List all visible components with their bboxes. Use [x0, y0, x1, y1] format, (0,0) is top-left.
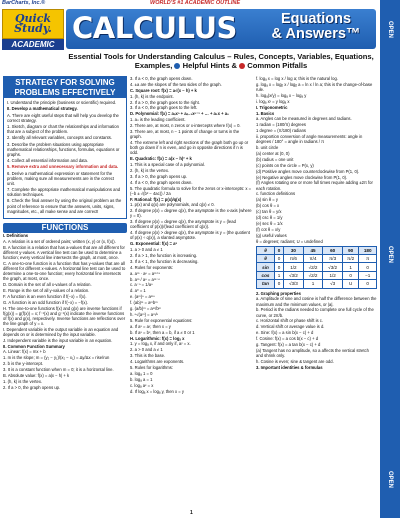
col3-item: 1 radian = (180/π) degrees — [256, 122, 307, 128]
col2-item: D. Polynomial: f(x) = aₙxⁿ + aₙ₋₁xⁿ⁻¹ + … + a₁x + a₀ — [130, 111, 229, 117]
strategy-item: II. Develop a mathematical strategy. — [7, 106, 78, 112]
tagline-line-1: Essential Tools for Understanding Calculus – Rules, Concepts, Variables, Equations, — [68, 52, 374, 61]
functions-item: A. A relation is a set of ordered pairs; written (x, y) or (x, f(x)). — [3, 238, 116, 244]
col3-item: (a) center at (0, 0) — [256, 150, 290, 156]
slogan: WORLD'S #1 ACADEMIC OUTLINE — [150, 0, 241, 6]
col2-item: G. Exponential: f(x) = aˣ — [130, 241, 178, 247]
subtitle-line-2: & Answers™ — [271, 26, 361, 42]
trig-table-cell: 90 — [342, 246, 358, 254]
publisher-name: BarCharts, Inc.® — [2, 0, 46, 6]
trig-table-cell: 0 — [342, 271, 358, 279]
functions-item: D. Domain is the set of all x-values of a relation. — [3, 281, 92, 287]
trig-table-cell: 1/2 — [323, 271, 343, 279]
page-subtitle — [262, 12, 370, 42]
col2-item: 4. If a < 0, the graph opens down. — [130, 179, 193, 185]
pitfall-icon — [239, 63, 245, 69]
col2-item: 1. aₙ is the leading coefficient. — [130, 117, 186, 123]
functions-item: 2. b is the y-intercept. — [3, 361, 44, 367]
col3-item: (b) cos θ = x — [256, 203, 280, 209]
functions-item: II. Common Function Summary — [3, 343, 65, 349]
col3-item: (g) useful values — [256, 232, 287, 238]
trig-table-cell: 1/2 — [284, 263, 304, 271]
col3-item: (a) sin θ = y — [256, 197, 278, 203]
strategy-box — [3, 76, 127, 219]
functions-item: J. Independent variable is the input variable in an equation. — [3, 337, 113, 343]
col2-item: C. Square root: f(x) = a√(x − h) + k — [130, 87, 197, 93]
col3-item: a. Amplitude of sine and cosine is half the difference between the maximum and the minimum values, or |a|. — [256, 296, 377, 307]
functions-item: 2. If a > 0, the graph opens up. — [3, 384, 61, 390]
col2-item: 1. This is a special case of a polynomial. — [130, 161, 205, 167]
functions-item: F. A function is an even function if f(−x) = f(x). — [3, 293, 87, 299]
col2-item: 4. The extreme left and right sections of the graph both go up or both go down if n is even, and go in opposite directions if n is odd. — [130, 140, 249, 156]
trig-table-cell: π/6 — [284, 255, 304, 263]
col3-item: 1. Basics — [256, 110, 275, 116]
col2-item: 3. There are, at most, n − 1 points of change or turns in the graph. — [130, 129, 240, 140]
col2-item: a. If aˣ = aʸ, then x = y — [130, 323, 171, 329]
trig-table-cell: 0 — [274, 255, 283, 263]
col2-item: 1. y = logₐ x, if and only if, aʸ = x. — [130, 341, 191, 347]
functions-item: I. Definitions — [3, 232, 29, 238]
col2-item: 4. ±a are the slopes of the two sides of the graph. — [130, 81, 222, 87]
trig-table-cell: sin — [257, 263, 275, 271]
col3-item: a. Angles can be measured in degrees and radians. — [256, 116, 352, 122]
page-number: 1 — [190, 510, 193, 516]
trig-table-row — [257, 246, 377, 254]
col3-item: g. Tangent: f(x) = a tan b(x − c) + d — [256, 342, 321, 348]
col3-item: f. logₐ x = log x / log a; this is the natural log. — [256, 76, 338, 81]
quickstudy-logo — [2, 9, 64, 50]
col2-item: e. (aᵐ)ⁿ = aᵐⁿ — [130, 294, 155, 300]
col2-item: c. logₐ aˣ = x — [130, 382, 154, 388]
trig-table-cell: π/2 — [342, 255, 358, 263]
col2-item: 5. Rule for exponential equations: — [130, 317, 193, 323]
column-3 — [256, 76, 377, 371]
strategy-item: A. There are eight useful steps that will help you develop the correct strategy. — [7, 112, 119, 123]
trig-table-cell: 1 — [274, 271, 283, 279]
subtitle-line-1: Equations — [280, 11, 352, 27]
trig-table-cell: 0 — [359, 263, 377, 271]
col3-item: (c) points on the circle = P(x, y) — [256, 162, 314, 168]
strategy-item: 2. Identify all relevant variables, concepts and constants. — [7, 135, 112, 141]
trig-table-cell: √3 — [323, 280, 343, 288]
strategy-item: 6. Derive a mathematical expression or statement for the problem, making sure all measurements are in the correct unit. — [7, 170, 115, 186]
trig-table-cell: π — [359, 255, 377, 263]
col2-item: H. Logarithmic: f(x) = logₐ x — [130, 335, 185, 341]
strategy-item: 7. Complete the appropriate mathematical manipulations and solution techniques. — [7, 187, 121, 198]
trig-table-cell: tan — [257, 280, 275, 288]
col2-item: 4. Rules for exponents: — [130, 264, 174, 270]
open-label-2: OPEN — [387, 246, 393, 264]
functions-item: 1. m is the slope; m = (y₂ − y₁)/(x₂ − x₁) = Δy/Δx = rise/run — [3, 355, 110, 361]
functions-heading: FUNCTIONS — [3, 223, 127, 233]
top-line — [0, 0, 378, 8]
col2-item: a. aᵐ · aⁿ = aᵐ⁺ⁿ — [130, 270, 161, 276]
col2-item: 3. If a < 0, the graph opens down. — [130, 76, 193, 81]
col3-item: c. Horizontal shift or phase shift is c. — [256, 318, 324, 324]
col3-item: I. Trigonometric — [256, 104, 288, 110]
trig-table-cell: √3/2 — [323, 263, 343, 271]
trig-table-cell: √3/3 — [284, 280, 304, 288]
tagline — [66, 52, 376, 70]
col3-item: e. Sine: f(x) = a sin b(x − c) + d — [256, 330, 314, 336]
functions-item: 1. (h, k) is the vertex. — [3, 378, 43, 384]
trig-table-cell: θ — [257, 255, 275, 263]
strategy-item: 5. Remove extra and unnecessary information and data. — [7, 164, 119, 170]
col3-item: (e) Negative angles move clockwise from P(1, 0). — [256, 174, 348, 180]
trig-table-cell: 60 — [323, 246, 343, 254]
trig-table-cell: 0 — [274, 246, 283, 254]
col2-item: 2. (h, k) is the vertex. — [130, 167, 170, 173]
col2-item: 2. If a > 1, the function is increasing. — [130, 253, 198, 259]
trig-table-row — [257, 255, 377, 263]
trig-table-cell: 0 — [274, 263, 283, 271]
trig-table-cell: √2/2 — [303, 271, 323, 279]
col2-item: g. (a/b)ᵐ = aᵐ/bᵐ — [130, 306, 162, 312]
logo-line-1: Quick — [14, 12, 52, 25]
trig-table-cell: θ — [257, 246, 275, 254]
trig-table-cell: √3/2 — [284, 271, 304, 279]
col2-item: 1. p(x) and q(x) are polynomials, and q(x) ≠ 0. — [130, 202, 215, 208]
functions-item: B. Absolute value: f(x) = a|x − h| + k — [3, 373, 70, 379]
logo-box — [2, 9, 64, 39]
col2-item: b. logₐ a = 1 — [130, 376, 153, 382]
strategy-item: 8. Check the final answer by using the original problem as the point of reference to ensure that the answers, units, signs, magnitudes, etc., all make sense and are correct! — [7, 198, 122, 214]
col2-item: 5. Rules for logarithms: — [130, 364, 174, 370]
trig-table-row — [257, 271, 377, 279]
trig-table-cell: √2/2 — [303, 263, 323, 271]
col2-item: 3. If degree p(x) = degree q(x), the asymptote is y = (lead coefficient of p(x))/(lead coefficient of q(x)). — [130, 219, 236, 230]
tagline-pitfall: Common Pitfalls — [247, 61, 308, 70]
col2-item: 3. If a > 0, the graph opens up. — [130, 173, 188, 179]
col2-item: b. aᵐ / aⁿ = aᵐ⁻ⁿ — [130, 276, 160, 282]
col2-item: h. ⁿ√(aᵐ) = aᵐ/ⁿ — [130, 311, 159, 317]
open-label-1: OPEN — [387, 21, 393, 39]
col2-item: d. a⁰ = 1 — [130, 288, 146, 294]
col2-item: 2. There are, at most, n zeros or x-intercepts where f(x) = 0. — [130, 123, 241, 129]
functions-item: E. Range is the set of all y-values of a relation. — [3, 287, 90, 293]
col3-item: b. Period is the radians needed to complete one full cycle of the curve, or 2π/b. — [256, 307, 374, 318]
functions-item: H. The one-to-one functions f(x) and g(x) are inverse functions if f(g(x)) = g(f(x)) = x; f⁻¹(x) and g⁻¹(x) indicate the inverse functions of f(x) and g(x), respectively. Inverse functions are reflections over the line graph of y = x. — [3, 305, 126, 326]
strategy-item: 1. Sketch, diagram or chart the relationships and information that are a subject of the problem. — [7, 123, 119, 135]
col2-item: 2. If a > 0, the graph goes to the right. — [130, 99, 200, 105]
col2-item: 3. If a < 1, the function is decreasing. — [130, 258, 199, 264]
col2-item: 5. The quadratic formula to solve for the zeros or x-intercepts: x = (−b ± √(b² − 4ac)) / 2a — [130, 185, 252, 196]
col2-item: F. Rational: f(x) = p(x)/q(x) — [130, 196, 182, 202]
logo-sub: ACADEMIC — [2, 39, 64, 50]
col2-item: a. logₐ 1 = 0 — [130, 370, 153, 376]
col3-item: (b) radius = one unit — [256, 156, 294, 162]
tagline-line-2 — [66, 61, 376, 70]
trig-table-cell: 0 — [274, 280, 283, 288]
col2-item: 2. a > 0 and a ≠ 1 — [130, 347, 163, 353]
trig-table-cell: 1 — [342, 263, 358, 271]
trig-table-cell: 1 — [303, 280, 323, 288]
col2-item: 1. a > 0 and a ≠ 1 — [130, 247, 163, 253]
col3-item: f. Cosine: f(x) = a cos b(x − c) + d — [256, 336, 319, 342]
functions-item: B. A function is a relation that has a-values that are all different for different y-values. A vertical line test can be used to determine a function; every vertical line intersects the graph, at most, once. — [3, 244, 125, 260]
helpful-hint-icon — [174, 63, 180, 69]
col3-item: (d) csc θ = 1/y — [256, 214, 283, 220]
col3-item: d. Vertical shift or average value is d. — [256, 324, 325, 330]
col3-item: (f) Angles rotating one or more full times require adding ±2π for each rotation. — [256, 180, 373, 191]
functions-item: G. A function is an odd function if f(−x) = −f(x). — [3, 299, 89, 305]
col3-item: (d) Positive angles move counterclockwise from P(1, 0). — [256, 168, 360, 174]
col2-item: 3. This is the base. — [130, 353, 166, 359]
functions-item: C. A one-to-one function is a function that has y-values that are all different for different x-values. A horizontal line test can be used to determine a one-to-one function; every horizontal line intersects the graph, at most, once. — [3, 260, 126, 282]
strategy-item: 4. Collect all essential information and data. — [7, 158, 89, 164]
col2-item: d. If logₐ x = logₐ y, then x = y — [130, 388, 185, 394]
strategy-item: 3. Describe the problem situations using appropriate mathematical relationships, functions, formulas, equations or graphs. — [7, 141, 120, 157]
trig-table-cell: 45 — [303, 246, 323, 254]
trig-table-cell: −1 — [359, 271, 377, 279]
col2-item: 4. If degree p(x) > degree q(x), the asymptote is y = (the quotient of p(x) ÷ q(x)), a slanted asymptote. — [130, 230, 250, 241]
col3-item: (e) sec θ = 1/x — [256, 220, 283, 226]
col2-item: f. (ab)ᵐ = aᵐbᵐ — [130, 300, 158, 306]
col3-item: 3. Important identities & formulas — [256, 364, 323, 370]
functions-item: A. Linear: f(x) = mx + b — [3, 349, 46, 355]
col2-item: 1. (h, k) is the endpoint. — [130, 93, 174, 99]
open-label-3: OPEN — [387, 471, 393, 489]
col3-item: ii. proportion conversion of angle measurements: angle in degrees / 180° = angle in radians / π — [256, 134, 363, 145]
trig-values-table — [256, 246, 377, 289]
page-title: CALCULUS — [72, 11, 237, 45]
col3-item: h. Cosine is even; sine & tangent are odd. — [256, 358, 334, 364]
col2-item: E. Quadratic: f(x) = a(x − h)² + k — [130, 156, 192, 162]
tagline-examples: Examples, — [134, 61, 173, 70]
trig-table-cell: 180 — [359, 246, 377, 254]
trig-table-cell: π/3 — [323, 255, 343, 263]
col3-item: i. logₐ xʸ = y logₐ x — [256, 98, 290, 104]
functions-item: I. Dependent variable is the output variable in an equation and depends on or is determined by the input variable. — [3, 326, 119, 337]
col3-item: (f) cot θ = x/y — [256, 226, 281, 232]
col3-item: c. function definitions — [256, 191, 296, 197]
col3-item: g. logₐ x = logᵦ x / logᵦ a = ln x / ln a; this is the change-of-base rule. — [256, 81, 373, 92]
column-1 — [3, 76, 127, 391]
trig-table-cell: U — [342, 280, 358, 288]
strategy-item: I. Understand the principle (business or scientific) required. — [7, 100, 117, 105]
col3-item: (c) tan θ = y/x — [256, 209, 282, 215]
col2-item: c. a⁻ⁿ = 1/aⁿ — [130, 282, 153, 288]
col3-item: h. logₐ(x/y) = logₐ x − logₐ y — [256, 92, 307, 98]
logo-line-2: Study. — [14, 22, 52, 35]
trig-table-row — [257, 280, 377, 288]
col3-item: θ = degrees; radians; U = undefined — [256, 238, 323, 244]
strategy-heading: STRATEGY FOR SOLVING PROBLEMS EFFECTIVELY — [4, 77, 126, 98]
col2-item: 4. Logarithms are exponents. — [130, 359, 185, 365]
trig-table-cell: 30 — [284, 246, 304, 254]
col2-item: b. If aˣ = bˣ, then a = b, if a ≠ 0 or 1 — [130, 329, 195, 335]
column-2 — [130, 76, 252, 394]
title-banner — [66, 9, 376, 49]
trig-table-cell: cos — [257, 271, 275, 279]
functions-item: 3. It is a constant function when m = 0; it is a horizontal line. — [3, 367, 114, 373]
col3-item: b. unit circle — [256, 145, 279, 151]
trig-table-row — [257, 263, 377, 271]
tagline-hint: Helpful Hints & — [182, 61, 238, 70]
col2-item: 3. If a < 0, the graph goes to the left. — [130, 105, 198, 111]
trig-table-cell: π/4 — [303, 255, 323, 263]
col2-item: 2. If degree p(x) = degree q(x), the asymptote is the x-axis (where y = 0). — [130, 208, 252, 219]
col3-item: (a) Tangent has no amplitude, so a affects the vertical stretch and shrink only. — [256, 347, 369, 358]
col3-item: 2. Graphing properties — [256, 290, 301, 296]
col3-item: 1 degree = (π/180) radians — [256, 128, 307, 134]
trig-table-cell: 0 — [359, 280, 377, 288]
